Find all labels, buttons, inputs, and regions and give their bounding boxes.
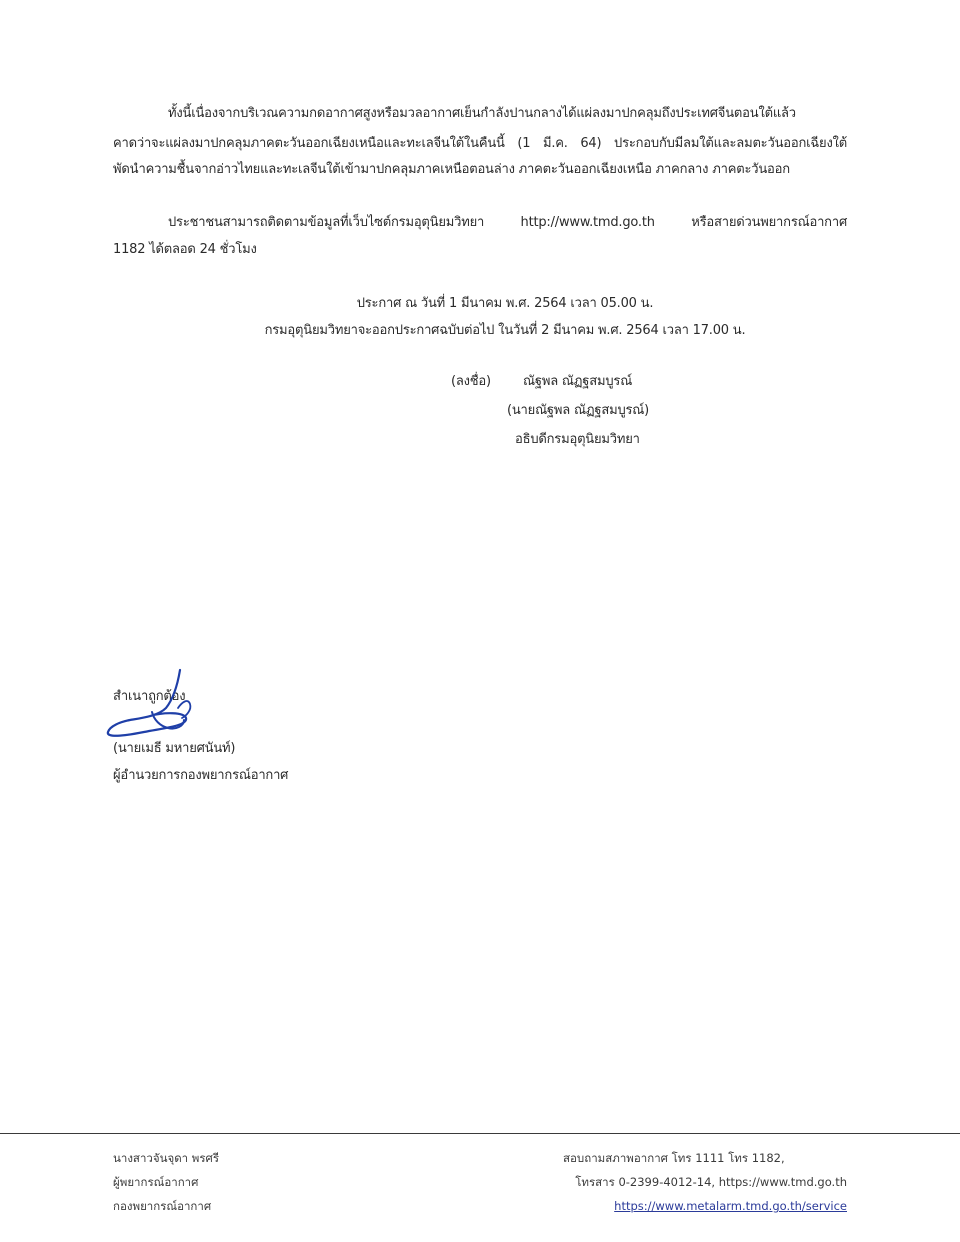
paragraph-1-line-2: คาดว่าจะแผ่ลงมาปกคลุมภาคตะวันออกเฉียงเหนือและทะเลจีนใต้ในคืนนี้ (1 มี.ค. 64) ประกอบกับมีลมใต้และลมตะวันออกเฉียงใต้ [113, 136, 847, 151]
handwritten-signature-icon [104, 668, 199, 743]
footer-divider [0, 1133, 960, 1134]
certified-copy-label: สำเนาถูกต้อง [113, 689, 186, 704]
footer-fax-website: โทรสาร 0-2399-4012-14, https://www.tmd.go.th [575, 1175, 847, 1189]
footer-inquiry: สอบถามสภาพอากาศ โทร 1111 โทร 1182, [563, 1151, 785, 1165]
paragraph-1-line-3: พัดนำความชื้นจากอ่าวไทยและทะเลจีนใต้เข้ามาปกคลุมภาคเหนือตอนล่าง ภาคตะวันออกเฉียงเหนือ ภาคกลาง ภาคตะวันออก [113, 162, 790, 177]
signed-label: (ลงชื่อ) [451, 374, 491, 389]
certified-copy-name: (นายเมธี มหายศนันท์) [113, 741, 236, 756]
certified-copy-position: ผู้อำนวยการกองพยากรณ์อากาศ [113, 768, 289, 783]
footer-service-link-wrap [614, 1198, 847, 1214]
footer-forecaster-role: ผู้พยากรณ์อากาศ [113, 1175, 199, 1189]
paragraph-2-line-2: 1182 ได้ตลอด 24 ชั่วโมง [113, 242, 257, 257]
announcement-next: กรมอุตุนิยมวิทยาจะออกประกาศฉบับต่อไป ในวันที่ 2 มีนาคม พ.ศ. 2564 เวลา 17.00 น. [264, 323, 746, 338]
announcement-issued: ประกาศ ณ วันที่ 1 มีนาคม พ.ศ. 2564 เวลา 05.00 น. [356, 296, 654, 311]
signatory-position: อธิบดีกรมอุตุนิยมวิทยา [515, 432, 640, 447]
paragraph-2-line-1: ประชาชนสามารถติดตามข้อมูลที่เว็บไซต์กรมอุตุนิยมวิทยา http://www.tmd.go.th หรือสายด่วนพยากรณ์อากาศ [168, 215, 847, 230]
service-link[interactable]: https://www.metalarm.tmd.go.th/service [614, 1199, 847, 1213]
paragraph-1-line-1: ทั้งนี้เนื่องจากบริเวณความกดอากาศสูงหรือมวลอากาศเย็นกำลังปานกลางได้แผ่ลงมาปกคลุมถึงประเทศจีนตอนใต้แล้ว [168, 106, 796, 121]
signatory-full-name: (นายณัฐพล ณัฏฐสมบูรณ์) [507, 403, 650, 418]
footer-division: กองพยากรณ์อากาศ [113, 1199, 212, 1213]
signed-name: ณัฐพล ณัฏฐสมบูรณ์ [523, 374, 633, 389]
footer-forecaster-name: นางสาวจันจุดา พรศรี [113, 1151, 220, 1165]
